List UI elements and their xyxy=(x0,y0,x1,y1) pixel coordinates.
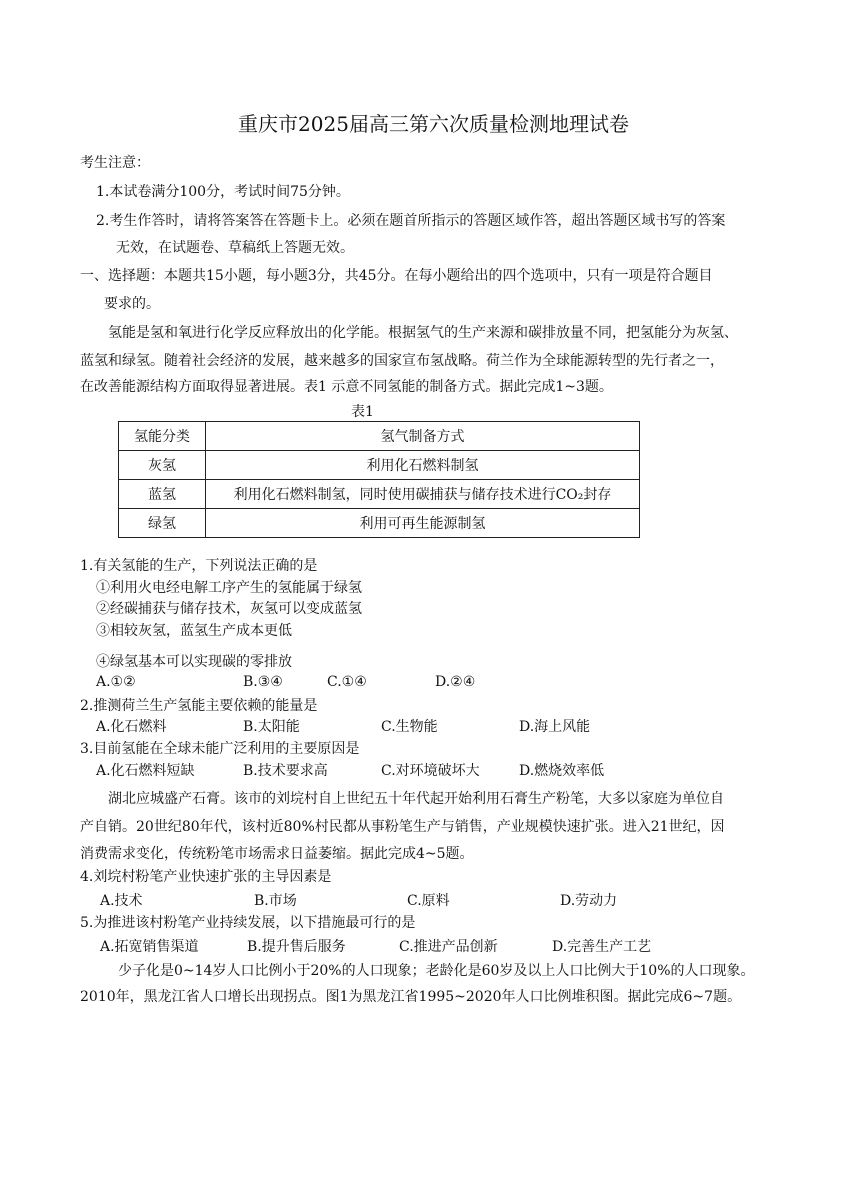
hydrogen-table xyxy=(118,421,640,538)
q4-option-d: D.劳动力 xyxy=(560,893,618,909)
q1-option-b: B.③④ xyxy=(243,674,283,690)
table-caption: 表1 xyxy=(351,404,374,420)
table-cell: 利用化石燃料制氢，同时使用碳捕获与储存技术进行CO₂封存 xyxy=(206,480,640,509)
q2-option-b: B.太阳能 xyxy=(243,719,300,735)
table-header-row xyxy=(119,422,640,451)
q1-statement-4: ④绿氢基本可以实现碳的零排放 xyxy=(96,654,292,670)
q5-option-b: B.提升售后服务 xyxy=(247,939,346,955)
passage1-line-3: 在改善能源结构方面取得显著进展。表1 示意不同氢能的制备方式。据此完成1~3题。 xyxy=(80,379,613,395)
section-heading-cont: 要求的。 xyxy=(104,296,160,312)
section-heading: 一、选择题：本题共15小题，每小题3分，共45分。在每小题给出的四个选项中，只有一项是符合题目 xyxy=(80,268,713,284)
q1-statement-1: ①利用火电经电解工序产生的氢能属于绿氢 xyxy=(96,580,362,596)
q2-stem: 2.推测荷兰生产氢能主要依赖的能量是 xyxy=(80,698,318,714)
q1-option-a: A.①② xyxy=(96,674,136,690)
table-cell: 绿氢 xyxy=(119,509,206,538)
passage3-line-1: 少子化是0~14岁人口比例小于20%的人口现象；老龄化是60岁及以上人口比例大于10%的人口现象。 xyxy=(118,963,755,979)
table-cell: 灰氢 xyxy=(119,451,206,480)
table-header-cell: 氢能分类 xyxy=(119,422,206,451)
table-cell: 利用化石燃料制氢 xyxy=(206,451,640,480)
q4-option-b: B.市场 xyxy=(254,893,297,909)
q2-option-a: A.化石燃料 xyxy=(96,719,167,735)
q4-stem: 4.刘垸村粉笔产业快速扩张的主导因素是 xyxy=(80,869,332,885)
q3-option-d: D.燃烧效率低 xyxy=(519,763,605,779)
q1-option-c: C.①④ xyxy=(327,674,367,690)
passage2-line-2: 产自销。20世纪80年代，该村近80%村民都从事粉笔生产与销售，产业规模快速扩张。进入21世纪，因 xyxy=(80,819,725,835)
q1-option-d: D.②④ xyxy=(435,674,476,690)
table-row xyxy=(119,480,640,509)
q5-stem: 5.为推进该村粉笔产业持续发展，以下措施最可行的是 xyxy=(80,915,416,931)
q3-option-b: B.技术要求高 xyxy=(243,763,328,779)
notice-item-1: 1.本试卷满分100分，考试时间75分钟。 xyxy=(96,184,350,200)
passage1-line-1: 氢能是氢和氧进行化学反应释放出的化学能。根据氢气的生产来源和碳排放量不同，把氢能分为灰氢、 xyxy=(108,325,738,341)
q4-option-a: A.技术 xyxy=(100,893,143,909)
notice-heading: 考生注意： xyxy=(80,155,150,171)
page-title: 重庆市2025届高三第六次质量检测地理试卷 xyxy=(238,112,629,136)
notice-item-2: 2.考生作答时，请将答案答在答题卡上。必须在题首所指示的答题区域作答，超出答题区域书写的答案 xyxy=(96,213,726,229)
q2-option-c: C.生物能 xyxy=(381,719,438,735)
q5-option-a: A.拓宽销售渠道 xyxy=(100,939,199,955)
table-cell: 蓝氢 xyxy=(119,480,206,509)
passage2-line-1: 湖北应城盛产石膏。该市的刘垸村自上世纪五十年代起开始利用石膏生产粉笔，大多以家庭为单位自 xyxy=(108,791,724,807)
q2-option-d: D.海上风能 xyxy=(519,719,591,735)
q3-stem: 3.目前氢能在全球未能广泛利用的主要原因是 xyxy=(80,741,360,757)
passage2-line-3: 消费需求变化，传统粉笔市场需求日益萎缩。据此完成4~5题。 xyxy=(80,846,474,862)
passage3-line-2: 2010年，黑龙江省人口增长出现拐点。图1为黑龙江省1995~2020年人口比例堆积图。据此完成6~7题。 xyxy=(80,989,742,1005)
q3-option-a: A.化石燃料短缺 xyxy=(96,763,195,779)
table-header-cell: 氢气制备方式 xyxy=(206,422,640,451)
q5-option-c: C.推进产品创新 xyxy=(399,939,498,955)
table-row xyxy=(119,451,640,480)
table-row xyxy=(119,509,640,538)
table-cell: 利用可再生能源制氢 xyxy=(206,509,640,538)
q1-statement-2: ②经碳捕获与储存技术，灰氢可以变成蓝氢 xyxy=(96,601,362,617)
q1-stem: 1.有关氢能的生产，下列说法正确的是 xyxy=(80,558,318,574)
q5-option-d: D.完善生产工艺 xyxy=(552,939,652,955)
q4-option-c: C.原料 xyxy=(407,893,450,909)
q1-statement-3: ③相较灰氢，蓝氢生产成本更低 xyxy=(96,623,292,639)
passage1-line-2: 蓝氢和绿氢。随着社会经济的发展，越来越多的国家宣布氢战略。荷兰作为全球能源转型的先行者之一， xyxy=(80,353,724,369)
notice-item-2-cont: 无效，在试题卷、草稿纸上答题无效。 xyxy=(116,240,354,256)
q3-option-c: C.对环境破坏大 xyxy=(381,763,480,779)
